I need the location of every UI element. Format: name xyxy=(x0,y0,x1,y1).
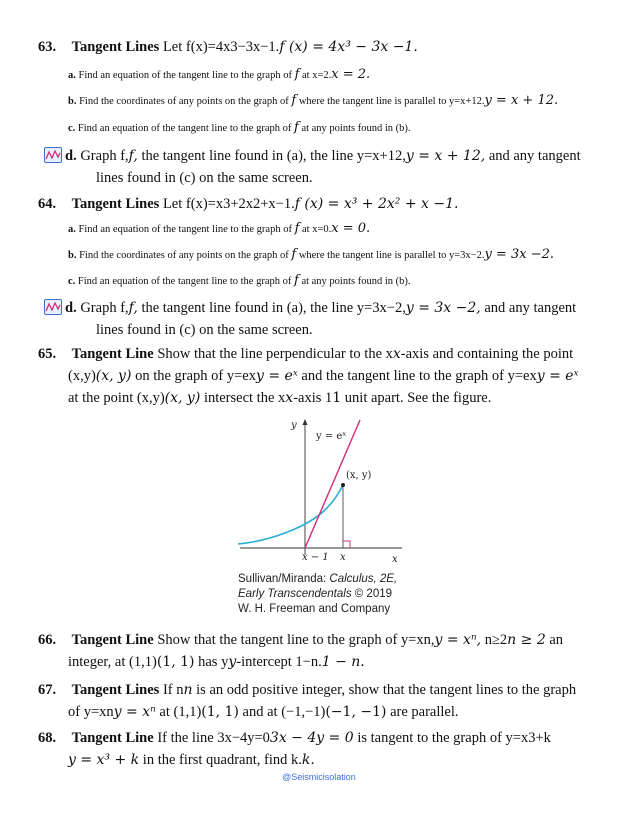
part-math: y = 3x −2, xyxy=(405,300,481,316)
problem-text-plain: 1−n. xyxy=(295,654,322,670)
part-text: where the tangent line is parallel to xyxy=(298,250,447,261)
problem-text-plain: (1,1) xyxy=(173,704,202,720)
problem-text: Let xyxy=(162,196,183,212)
credit-text: W. H. Freeman and Company xyxy=(238,603,391,615)
part-math: y = x + 12, xyxy=(405,148,486,164)
problem-text: and the tangent line to the graph of xyxy=(301,368,504,384)
part-label: a. xyxy=(68,70,76,81)
problem-number: 64. xyxy=(38,196,57,212)
problem-math: x xyxy=(392,346,401,362)
problem-64 xyxy=(38,193,598,215)
problem-math: y = xⁿ, xyxy=(434,632,482,648)
problem-math: (1, 1) xyxy=(201,704,239,720)
curve-label: y = eˣ xyxy=(316,431,347,442)
part-label: a. xyxy=(68,224,76,235)
problem-text: intersect the xyxy=(203,390,275,406)
right-angle-mark xyxy=(343,541,350,548)
problem-text: -axis xyxy=(293,390,322,406)
problem-text-plain: y=x3+k xyxy=(505,730,551,746)
problem-title: Tangent Lines xyxy=(71,196,160,212)
part-math: f xyxy=(291,93,297,108)
problem-title: Tangent Lines xyxy=(71,39,160,55)
part-text: Find an equation of the tangent line to the graph of xyxy=(77,123,292,134)
problem-math: 3x − 4y = 0 xyxy=(269,730,354,746)
problem-math: (1, 1) xyxy=(156,654,195,670)
problem-math: f (x) = 4x³ − 3x −1. xyxy=(279,39,418,55)
problem-text: is an odd positive integer, show that the tangent lines to the graph xyxy=(196,682,577,698)
problem-math: (−1, −1) xyxy=(325,704,387,720)
tick-label-x-minus-1: x − 1 xyxy=(302,552,329,563)
part-label: d. xyxy=(65,300,77,316)
problem-number: 68. xyxy=(38,730,57,746)
problem-text-plain: 3x−4y=0 xyxy=(217,730,270,746)
problem-text-plain: (1,1) xyxy=(129,654,157,670)
part-text: Find the coordinates of any points on the graph of xyxy=(79,250,289,261)
problem-text-plain: n xyxy=(176,682,184,698)
problem-text-plain: y=xn xyxy=(83,704,114,720)
problem-title: Tangent Line xyxy=(71,730,154,746)
part-text-plain: y=x+12, xyxy=(356,148,406,164)
problem-text: at xyxy=(159,704,170,720)
problem-text-plain: f(x)=x3+2x2+x−1. xyxy=(185,196,295,212)
watermark: @Seismicisolation xyxy=(282,772,356,782)
problem-64d xyxy=(44,297,598,341)
part-text: Find an equation of the tangent line to the graph of xyxy=(77,276,292,287)
problem-text-plain: k. xyxy=(290,752,302,768)
part-text: and any tangent xyxy=(484,300,577,316)
problem-math: x xyxy=(285,390,294,406)
part-text: at any points found in (b). xyxy=(301,123,411,134)
problem-title: Tangent Line xyxy=(71,346,154,362)
part-text: Find the coordinates of any points on the graph of xyxy=(79,96,289,107)
part-math: x = 0. xyxy=(331,221,371,236)
part-text: at any points found in (b). xyxy=(301,276,411,287)
problem-63d xyxy=(44,145,598,189)
problem-text-plain: y=ex xyxy=(226,368,256,384)
part-math: f xyxy=(294,221,300,236)
problem-number: 63. xyxy=(38,39,57,55)
problem-text-plain: f(x)=4x3−3x−1. xyxy=(185,39,280,55)
problem-text-plain: y=ex xyxy=(507,368,537,384)
problem-number: 66. xyxy=(38,632,57,648)
problem-63 xyxy=(38,36,598,58)
part-text-plain: x=0. xyxy=(312,224,332,235)
problem-66 xyxy=(38,629,598,673)
part-text-plain: y=3x−2, xyxy=(356,300,406,316)
problem-math: n xyxy=(183,682,193,698)
x-axis-label: x xyxy=(392,554,398,565)
problem-math: y = xⁿ xyxy=(113,704,156,720)
problem-text: of xyxy=(68,704,81,720)
problem-text-plain: 1 xyxy=(325,390,333,406)
part-text-plain: y=x+12. xyxy=(448,96,485,107)
problem-text: Show that the tangent line to the graph of xyxy=(157,632,398,648)
part-text: at xyxy=(302,224,310,235)
point-label: (x, y) xyxy=(346,470,372,481)
problem-text: are parallel. xyxy=(390,704,459,720)
problem-math: n ≥ 2 xyxy=(507,632,546,648)
part-math: f xyxy=(294,120,299,135)
credit-text: Calculus, 2E, xyxy=(329,573,398,585)
problem-text: Show that the line perpendicular to the xyxy=(157,346,382,362)
part-text: the tangent line found in (a), the line xyxy=(141,300,354,316)
problem-number: 65. xyxy=(38,346,57,362)
problem-math: y = eˣ xyxy=(536,368,579,384)
part-text: Graph xyxy=(80,300,117,316)
problem-number: 67. xyxy=(38,682,57,698)
part-text: the tangent line found in (a), the line xyxy=(141,148,354,164)
part-math: y = x + 12. xyxy=(484,93,559,108)
part-label: b. xyxy=(68,96,77,107)
part-label: b. xyxy=(68,250,77,261)
part-math: x = 2. xyxy=(331,67,371,82)
part-text-plain: y=3x−2. xyxy=(448,250,485,261)
problem-text: unit apart. See the figure. xyxy=(344,390,492,406)
part-math: f, xyxy=(128,148,138,164)
part-math: f, xyxy=(128,300,138,316)
problem-text: -axis and containing the point xyxy=(400,346,574,362)
problem-text: at the point xyxy=(68,390,134,406)
problem-63c xyxy=(68,120,598,137)
problem-math: (x, y) xyxy=(164,390,201,406)
part-text-plain: f, xyxy=(120,300,129,316)
problem-63a xyxy=(68,67,598,84)
problem-67 xyxy=(38,679,598,723)
exponential-curve xyxy=(238,485,343,544)
part-text: Graph xyxy=(80,148,117,164)
problem-text: in the first quadrant, find xyxy=(142,752,288,768)
part-text-continued: lines found in (c) on the same screen. xyxy=(96,322,313,338)
problem-math: y = x³ + k xyxy=(68,752,140,768)
problem-math: f (x) = x³ + 2x² + x −1. xyxy=(294,196,459,212)
problem-64a xyxy=(68,221,598,238)
problem-text-plain: x xyxy=(278,390,286,406)
credit-text: © 2019 xyxy=(354,588,393,600)
graphing-calculator-icon xyxy=(44,147,62,163)
figure-credit xyxy=(238,572,397,617)
problem-text: and at xyxy=(242,704,278,720)
problem-64b xyxy=(68,247,598,264)
problem-text-plain: (−1,−1) xyxy=(281,704,326,720)
problem-text: an xyxy=(549,632,564,648)
problem-text: on the graph of xyxy=(135,368,224,384)
problem-65 xyxy=(38,343,598,409)
credit-text: Early Transcendentals xyxy=(238,588,352,600)
problem-63b xyxy=(68,93,598,110)
y-axis-label: y xyxy=(291,420,297,431)
problem-text-plain: (x,y) xyxy=(136,390,165,406)
problem-title: Tangent Line xyxy=(71,632,154,648)
problem-text: is tangent to the graph of xyxy=(357,730,502,746)
problem-text: -intercept xyxy=(236,654,292,670)
y-axis-arrow xyxy=(303,419,308,425)
problem-text-plain: n≥2 xyxy=(484,632,508,648)
problem-text: Let xyxy=(162,39,183,55)
part-label: d. xyxy=(65,148,77,164)
part-text-continued: lines found in (c) on the same screen. xyxy=(96,170,313,186)
part-math: f xyxy=(291,247,297,262)
problem-text: If xyxy=(162,682,173,698)
problem-text-plain: y=xn, xyxy=(400,632,435,648)
part-text: and any tangent xyxy=(488,148,581,164)
part-text: Find an equation of the tangent line to the graph of xyxy=(78,224,292,235)
problem-math: y xyxy=(228,654,237,670)
part-text: where the tangent line is parallel to xyxy=(298,96,447,107)
problem-text-plain: y xyxy=(221,654,229,670)
credit-text: Sullivan/Miranda: xyxy=(238,573,327,585)
part-text: at xyxy=(302,70,310,81)
problem-title: Tangent Lines xyxy=(71,682,160,698)
problem-64c xyxy=(68,273,598,290)
part-math: y = 3x −2. xyxy=(484,247,554,262)
part-text-plain: x=2. xyxy=(312,70,332,81)
problem-text: integer, at xyxy=(68,654,126,670)
part-text: Find an equation of the tangent line to the graph of xyxy=(78,70,292,81)
part-label: c. xyxy=(68,123,76,134)
problem-math: k. xyxy=(301,752,315,768)
part-text-plain: f, xyxy=(120,148,129,164)
graphing-calculator-icon xyxy=(44,299,62,315)
part-label: c. xyxy=(68,276,76,287)
tangent-point xyxy=(341,483,345,487)
problem-text: If the line xyxy=(157,730,214,746)
problem-text-plain: (x,y) xyxy=(68,368,96,384)
problem-math: 1 xyxy=(332,390,342,406)
problem-math: 1 − n. xyxy=(321,654,365,670)
tick-label-x: x xyxy=(340,552,346,563)
problem-68 xyxy=(38,727,598,771)
problem-text: has xyxy=(198,654,218,670)
problem-math: (x, y) xyxy=(95,368,132,384)
problem-text-plain: x xyxy=(385,346,393,362)
part-math: f xyxy=(294,67,300,82)
problem-math: y = eˣ xyxy=(256,368,298,384)
part-math: f xyxy=(294,273,299,288)
